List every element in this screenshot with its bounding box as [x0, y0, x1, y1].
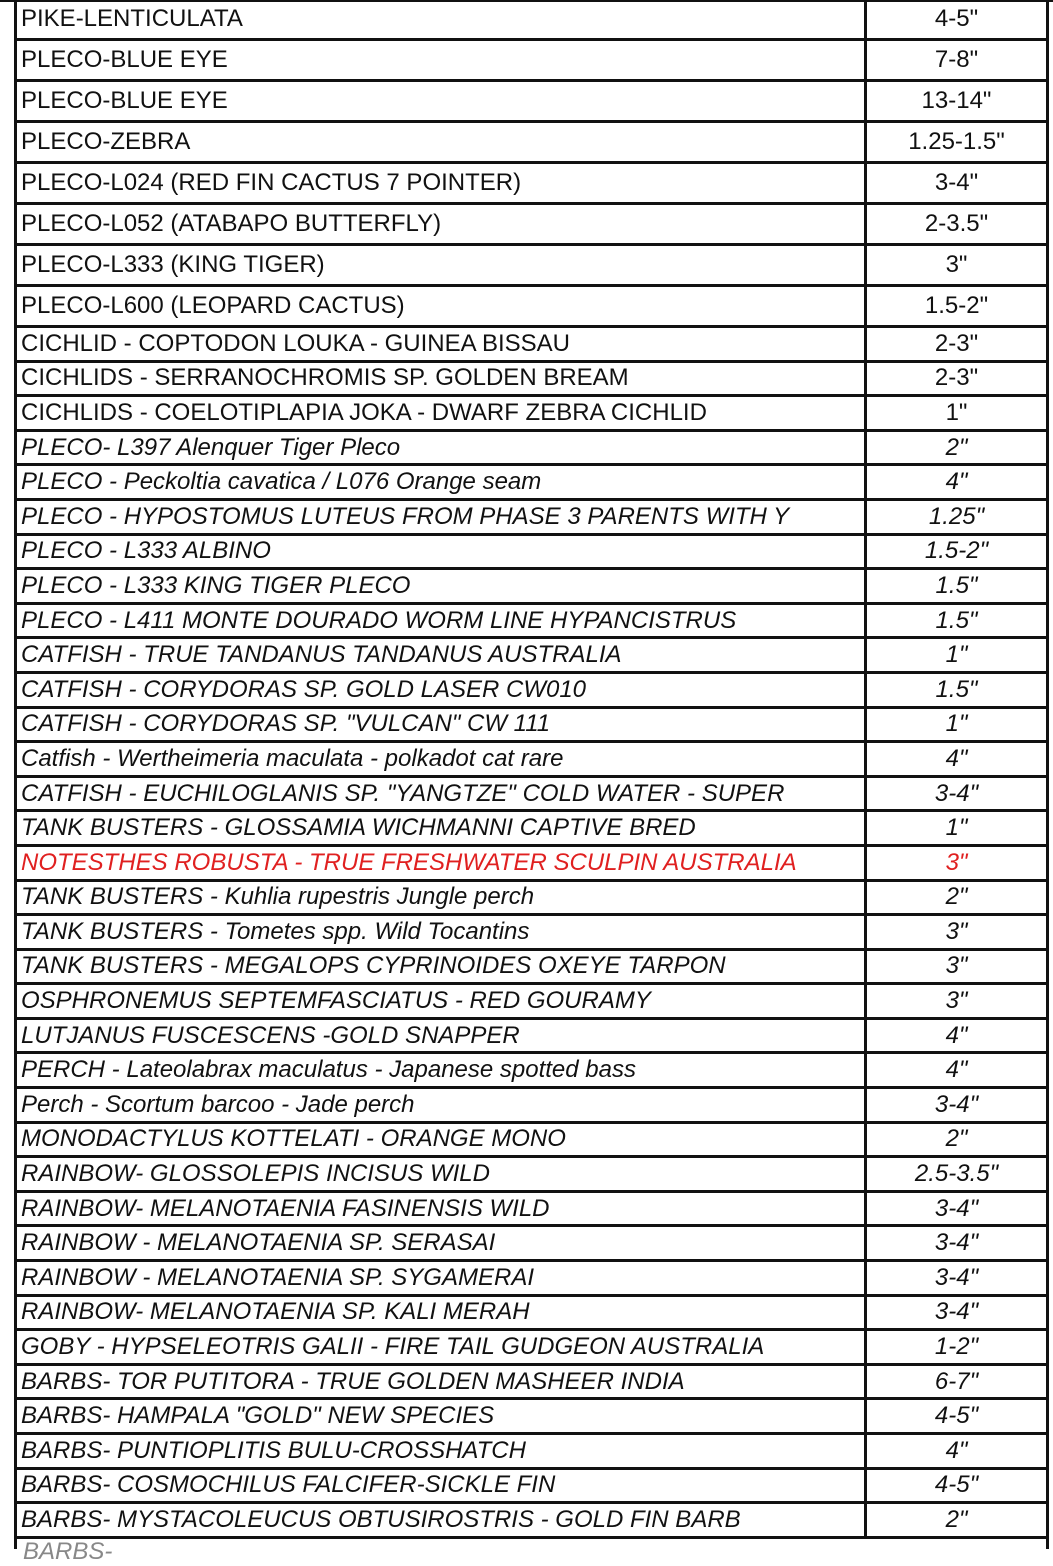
fish-size-cell[interactable]: 2.5-3.5" — [866, 1157, 1047, 1192]
fish-name-cell[interactable]: CICHLIDS - SERRANOCHROMIS SP. GOLDEN BREAM — [17, 361, 866, 396]
fish-size-cell[interactable]: 4" — [866, 1434, 1047, 1469]
table-row[interactable] — [17, 286, 1046, 327]
table-row[interactable] — [17, 1053, 1046, 1088]
fish-size-cell[interactable]: 1" — [866, 638, 1047, 673]
fish-name-cell[interactable]: PLECO-L600 (LEOPARD CACTUS) — [17, 286, 866, 327]
fish-name-cell[interactable]: RAINBOW- MELANOTAENIA FASINENSIS WILD — [17, 1191, 866, 1226]
table-row[interactable] — [17, 396, 1046, 431]
fish-size-cell[interactable]: 3" — [866, 915, 1047, 950]
table-row[interactable] — [17, 1434, 1046, 1469]
fish-size-cell[interactable]: 7-8" — [866, 40, 1047, 81]
table-row[interactable] — [17, 81, 1046, 122]
table-row[interactable] — [17, 499, 1046, 534]
fish-name-cell[interactable]: NOTESTHES ROBUSTA - TRUE FRESHWATER SCULPIN AUSTRALIA — [17, 845, 866, 880]
fish-name-cell[interactable]: PLECO-L024 (RED FIN CACTUS 7 POINTER) — [17, 163, 866, 204]
fish-size-cell[interactable]: 3-4" — [866, 1295, 1047, 1330]
fish-size-cell[interactable]: 3-4" — [866, 1226, 1047, 1261]
partial-row-name: BARBS- — [23, 1538, 113, 1565]
fish-name-cell[interactable]: PLECO - HYPOSTOMUS LUTEUS FROM PHASE 3 PARENTS WITH Y — [17, 499, 866, 534]
table-row[interactable] — [17, 1122, 1046, 1157]
fish-name-cell[interactable]: PLECO - L333 ALBINO — [17, 534, 866, 569]
fish-size-cell[interactable]: 4-5" — [866, 0, 1047, 40]
fish-size-cell[interactable]: 4" — [866, 1018, 1047, 1053]
fish-name-cell[interactable]: CATFISH - CORYDORAS SP. "VULCAN" CW 111 — [17, 707, 866, 742]
fish-size-cell[interactable]: 3" — [866, 984, 1047, 1019]
fish-size-cell[interactable]: 1-2" — [866, 1330, 1047, 1365]
fish-name-cell[interactable]: GOBY - HYPSELEOTRIS GALII - FIRE TAIL GUDGEON AUSTRALIA — [17, 1330, 866, 1365]
fish-name-cell[interactable]: TANK BUSTERS - Tometes spp. Wild Tocantins — [17, 915, 866, 950]
right-column-edge — [1046, 0, 1053, 1549]
fish-size-cell[interactable]: 4-5" — [866, 1468, 1047, 1503]
fish-name-cell[interactable]: PLECO - Peckoltia cavatica / L076 Orange seam — [17, 465, 866, 500]
table-row[interactable] — [17, 1468, 1046, 1503]
fish-size-cell[interactable]: 3-4" — [866, 1261, 1047, 1296]
table-row[interactable] — [17, 776, 1046, 811]
fish-name-cell[interactable]: CICHLIDS - COELOTIPLAPIA JOKA - DWARF ZEBRA CICHLID — [17, 396, 866, 431]
table-row[interactable] — [17, 1364, 1046, 1399]
fish-size-cell[interactable]: 1.25" — [866, 499, 1047, 534]
fish-size-cell[interactable]: 3-4" — [866, 776, 1047, 811]
table-row[interactable] — [17, 1226, 1046, 1261]
left-column-edge — [0, 0, 17, 1549]
fish-size-cell[interactable]: 1.5" — [866, 672, 1047, 707]
fish-name-cell[interactable]: LUTJANUS FUSCESCENS -GOLD SNAPPER — [17, 1018, 866, 1053]
table-row[interactable] — [17, 1018, 1046, 1053]
fish-size-cell[interactable]: 2-3" — [866, 327, 1047, 362]
table-row[interactable] — [17, 0, 1046, 40]
table-row[interactable] — [17, 1295, 1046, 1330]
fish-size-cell[interactable]: 1" — [866, 707, 1047, 742]
fish-size-cell[interactable]: 1.5" — [866, 603, 1047, 638]
fish-name-cell[interactable]: PLECO-L052 (ATABAPO BUTTERFLY) — [17, 204, 866, 245]
fish-size-cell[interactable]: 4" — [866, 465, 1047, 500]
fish-size-cell[interactable]: 6-7" — [866, 1364, 1047, 1399]
fish-name-cell[interactable]: PLECO-L333 (KING TIGER) — [17, 245, 866, 286]
fish-name-cell[interactable]: TANK BUSTERS - GLOSSAMIA WICHMANNI CAPTIVE BRED — [17, 811, 866, 846]
fish-size-cell[interactable]: 3" — [866, 845, 1047, 880]
table-row[interactable] — [17, 880, 1046, 915]
table-row[interactable] — [17, 430, 1046, 465]
fish-size-cell[interactable]: 3-4" — [866, 163, 1047, 204]
fish-name-cell[interactable]: RAINBOW - MELANOTAENIA SP. SERASAI — [17, 1226, 866, 1261]
fish-name-cell[interactable]: PLECO - L411 MONTE DOURADO WORM LINE HYPANCISTRUS — [17, 603, 866, 638]
fish-name-cell[interactable]: BARBS- TOR PUTITORA - TRUE GOLDEN MASHEER INDIA — [17, 1364, 866, 1399]
fish-size-cell[interactable]: 1.25-1.5" — [866, 122, 1047, 163]
fish-name-cell[interactable]: Catfish - Wertheimeria maculata - polkadot cat rare — [17, 742, 866, 777]
fish-size-cell[interactable]: 2" — [866, 880, 1047, 915]
fish-name-cell[interactable]: BARBS- MYSTACOLEUCUS OBTUSIROSTRIS - GOLD FIN BARB — [17, 1503, 866, 1538]
fish-size-cell[interactable]: 2" — [866, 1122, 1047, 1157]
table-row[interactable] — [17, 327, 1046, 362]
fish-size-cell[interactable]: 1.5" — [866, 569, 1047, 604]
table-row[interactable] — [17, 204, 1046, 245]
table-row[interactable] — [17, 245, 1046, 286]
table-row[interactable] — [17, 638, 1046, 673]
fish-name-cell[interactable]: RAINBOW - MELANOTAENIA SP. SYGAMERAI — [17, 1261, 866, 1296]
fish-name-cell[interactable]: PLECO-ZEBRA — [17, 122, 866, 163]
fish-size-cell[interactable]: 3-4" — [866, 1191, 1047, 1226]
fish-name-cell[interactable]: RAINBOW- MELANOTAENIA SP. KALI MERAH — [17, 1295, 866, 1330]
fish-size-cell[interactable]: 2-3" — [866, 361, 1047, 396]
table-row[interactable] — [17, 1157, 1046, 1192]
fish-name-cell[interactable]: PLECO- L397 Alenquer Tiger Pleco — [17, 430, 866, 465]
fish-size-cell[interactable]: 3" — [866, 245, 1047, 286]
table-row[interactable] — [17, 569, 1046, 604]
table-row[interactable] — [17, 1261, 1046, 1296]
fish-name-cell[interactable]: CICHLID - COPTODON LOUKA - GUINEA BISSAU — [17, 327, 866, 362]
table-row[interactable] — [17, 1191, 1046, 1226]
fish-name-cell[interactable]: OSPHRONEMUS SEPTEMFASCIATUS - RED GOURAMY — [17, 984, 866, 1019]
fish-size-cell[interactable]: 4-5" — [866, 1399, 1047, 1434]
table-row[interactable] — [17, 811, 1046, 846]
fish-size-cell[interactable]: 1" — [866, 811, 1047, 846]
stock-table — [17, 0, 1046, 1539]
table-row[interactable] — [17, 949, 1046, 984]
fish-name-cell[interactable]: PLECO - L333 KING TIGER PLECO — [17, 569, 866, 604]
fish-name-cell[interactable]: CATFISH - CORYDORAS SP. GOLD LASER CW010 — [17, 672, 866, 707]
fish-name-cell[interactable]: BARBS- PUNTIOPLITIS BULU-CROSSHATCH — [17, 1434, 866, 1469]
fish-name-cell[interactable]: TANK BUSTERS - MEGALOPS CYPRINOIDES OXEYE TARPON — [17, 949, 866, 984]
table-row[interactable] — [17, 534, 1046, 569]
fish-name-cell[interactable]: BARBS- HAMPALA "GOLD" NEW SPECIES — [17, 1399, 866, 1434]
fish-size-cell[interactable]: 1.5-2" — [866, 286, 1047, 327]
stock-table-body — [17, 0, 1046, 1537]
table-row[interactable] — [17, 1088, 1046, 1123]
fish-size-cell[interactable]: 3" — [866, 949, 1047, 984]
fish-size-cell[interactable]: 1" — [866, 396, 1047, 431]
table-row[interactable] — [17, 845, 1046, 880]
table-row[interactable] — [17, 984, 1046, 1019]
fish-name-cell[interactable]: PLECO-BLUE EYE — [17, 40, 866, 81]
fish-size-cell[interactable]: 3-4" — [866, 1088, 1047, 1123]
partial-row — [17, 1538, 1046, 1565]
fish-name-cell[interactable]: CATFISH - EUCHILOGLANIS SP. "YANGTZE" COLD WATER - SUPER — [17, 776, 866, 811]
table-row[interactable] — [17, 361, 1046, 396]
table-row[interactable] — [17, 1330, 1046, 1365]
fish-name-cell[interactable]: RAINBOW- GLOSSOLEPIS INCISUS WILD — [17, 1157, 866, 1192]
table-row[interactable] — [17, 465, 1046, 500]
fish-size-cell[interactable]: 2" — [866, 1503, 1047, 1538]
fish-name-cell[interactable]: BARBS- COSMOCHILUS FALCIFER-SICKLE FIN — [17, 1468, 866, 1503]
table-row[interactable] — [17, 742, 1046, 777]
fish-name-cell[interactable]: PIKE-LENTICULATA — [17, 0, 866, 40]
fish-size-cell[interactable]: 4" — [866, 1053, 1047, 1088]
fish-name-cell[interactable]: PLECO-BLUE EYE — [17, 81, 866, 122]
table-row[interactable] — [17, 707, 1046, 742]
fish-name-cell[interactable]: Perch - Scortum barcoo - Jade perch — [17, 1088, 866, 1123]
table-row[interactable] — [17, 1503, 1046, 1538]
table-row[interactable] — [17, 603, 1046, 638]
table-row[interactable] — [17, 915, 1046, 950]
table-row[interactable] — [17, 1399, 1046, 1434]
fish-size-cell[interactable]: 4" — [866, 742, 1047, 777]
table-row[interactable] — [17, 163, 1046, 204]
fish-size-cell[interactable]: 1.5-2" — [866, 534, 1047, 569]
fish-size-cell[interactable]: 2-3.5" — [866, 204, 1047, 245]
fish-name-cell[interactable]: PERCH - Lateolabrax maculatus - Japanese spotted bass — [17, 1053, 866, 1088]
table-row[interactable] — [17, 40, 1046, 81]
fish-name-cell[interactable]: CATFISH - TRUE TANDANUS TANDANUS AUSTRALIA — [17, 638, 866, 673]
fish-name-cell[interactable]: TANK BUSTERS - Kuhlia rupestris Jungle perch — [17, 880, 866, 915]
table-row[interactable] — [17, 672, 1046, 707]
fish-name-cell[interactable]: MONODACTYLUS KOTTELATI - ORANGE MONO — [17, 1122, 866, 1157]
fish-size-cell[interactable]: 2" — [866, 430, 1047, 465]
table-row[interactable] — [17, 122, 1046, 163]
fish-size-cell[interactable]: 13-14" — [866, 81, 1047, 122]
